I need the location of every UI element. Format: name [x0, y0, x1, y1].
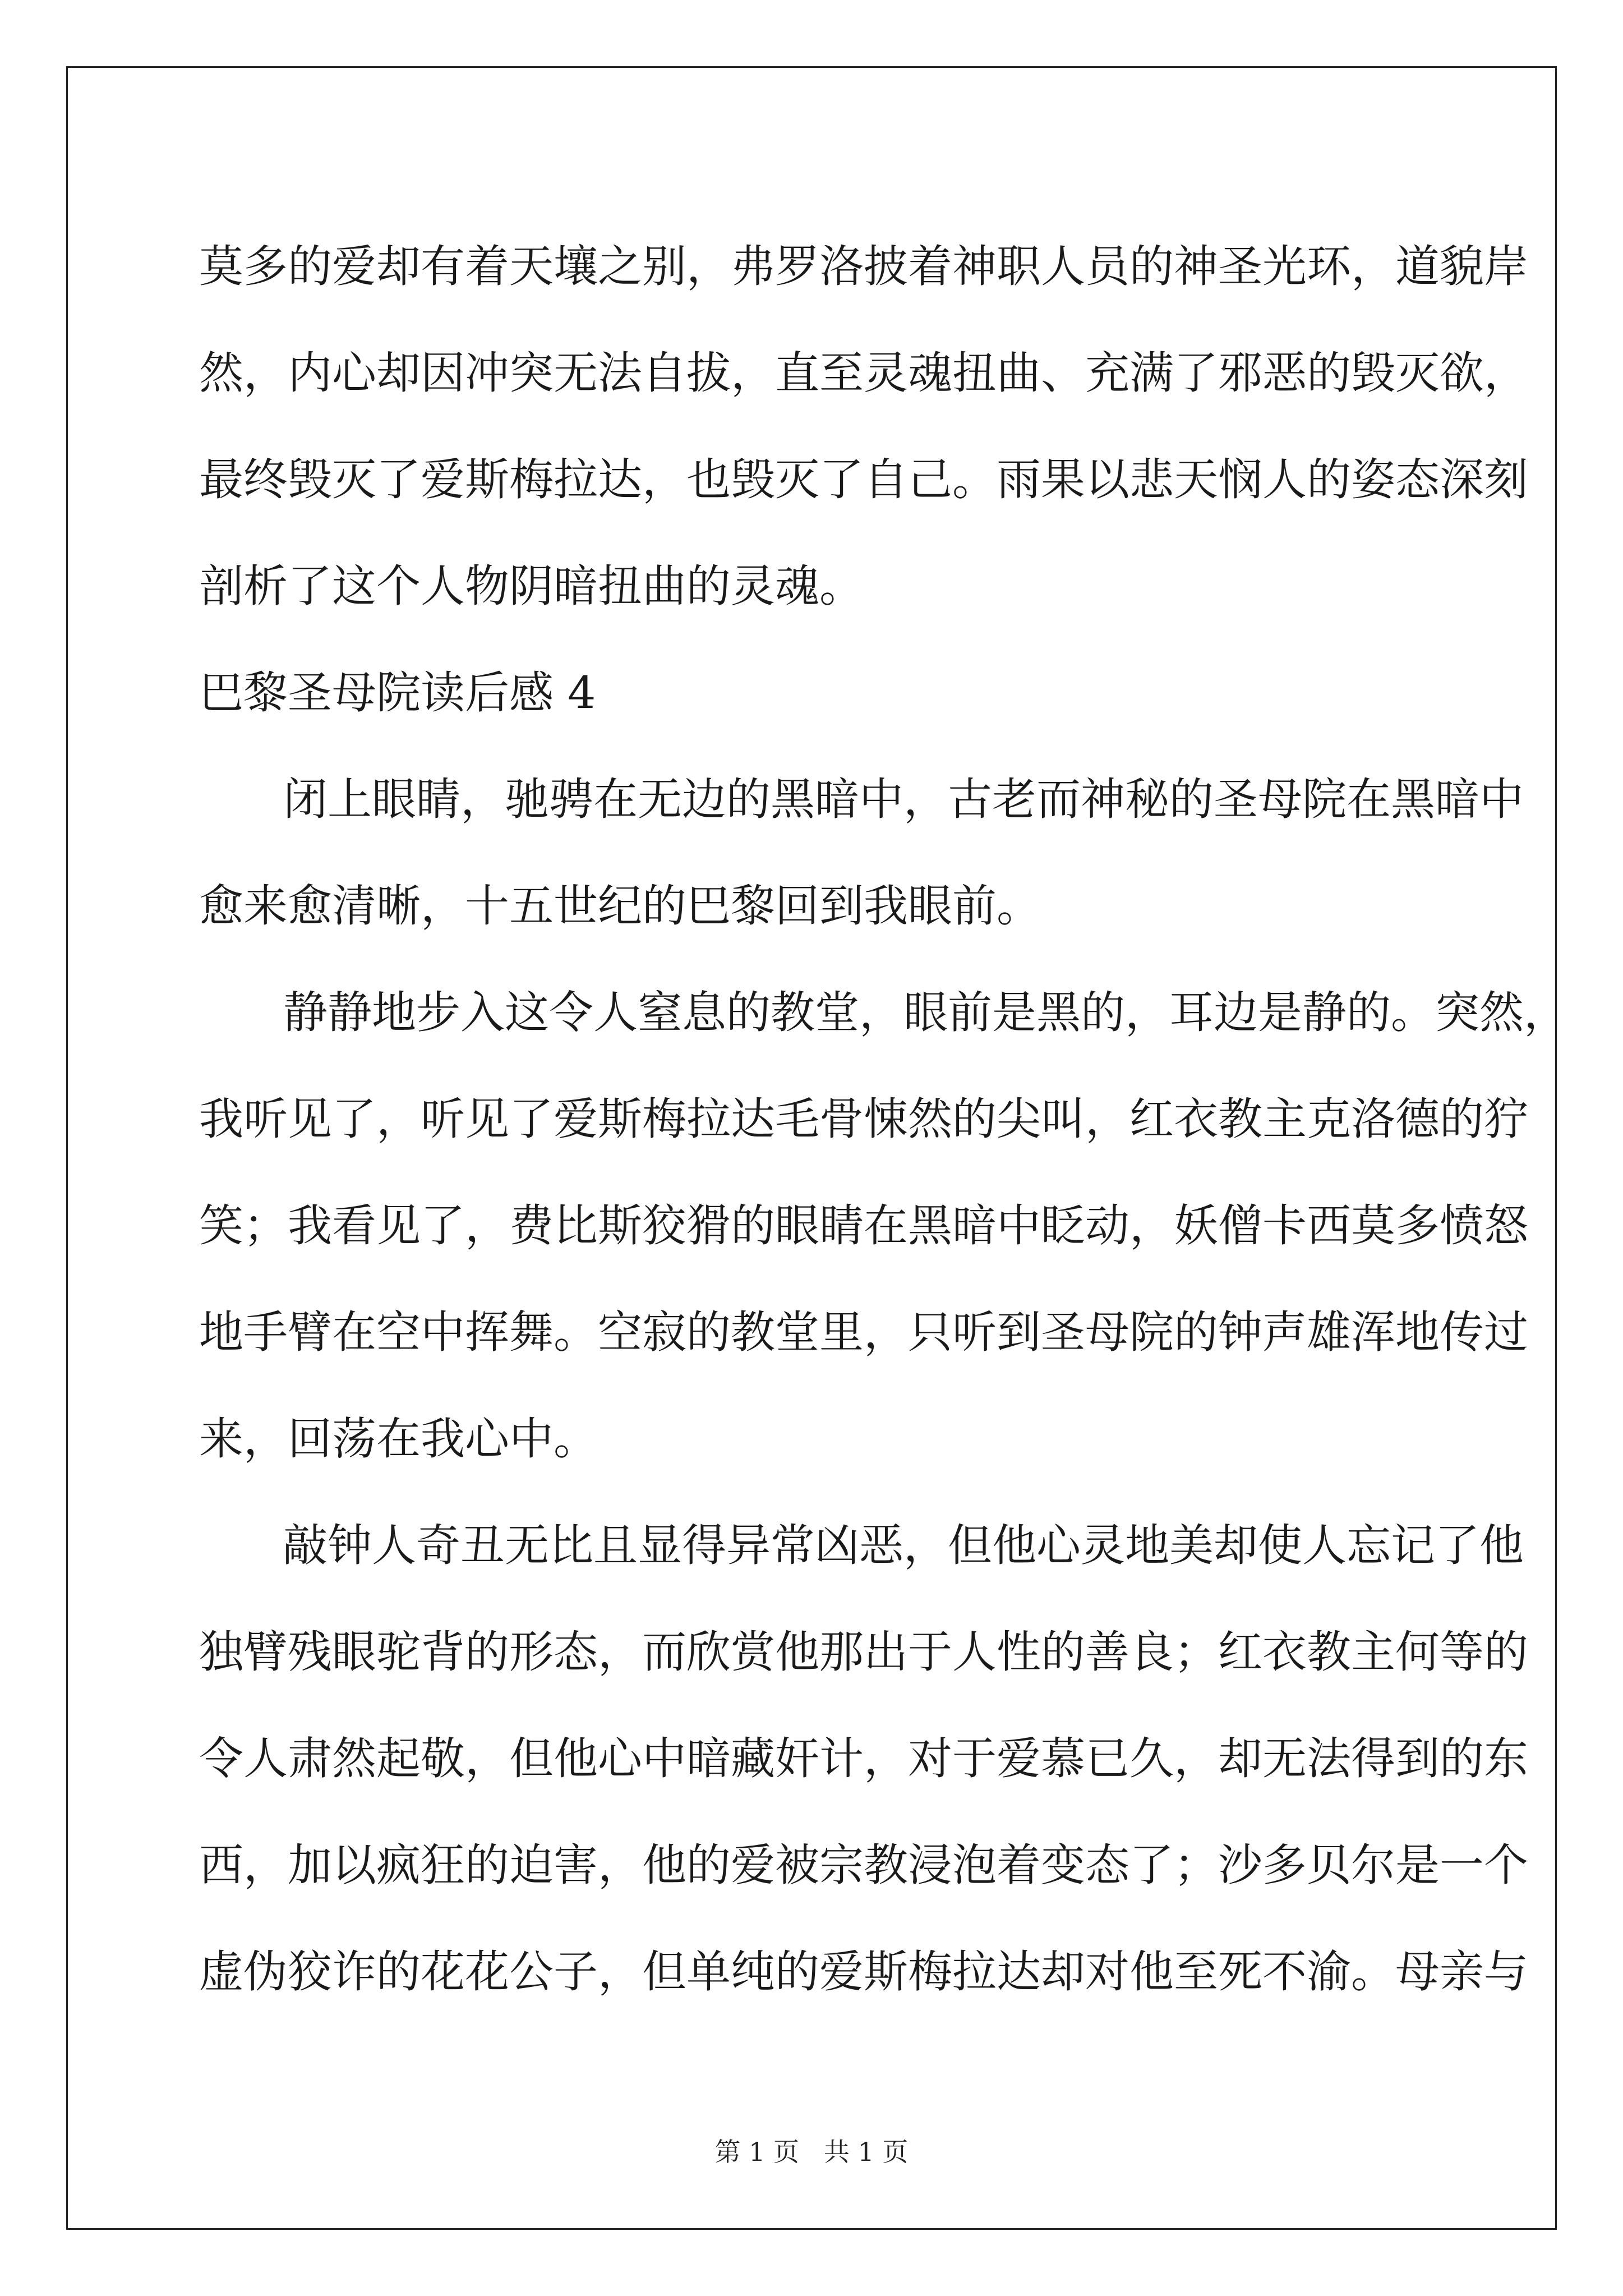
paragraph-1 [199, 213, 1528, 639]
text-line: 愈来愈清晰，十五世纪的巴黎回到我眼前。 [199, 880, 1041, 932]
document-body [199, 213, 1568, 2025]
text-line: 然，内心却因冲突无法自拔，直至灵魂扭曲、充满了邪恶的毁灭欲， [199, 347, 1528, 399]
text-line: 虚伪狡诈的花花公子，但单纯的爱斯梅拉达却对他至死不渝。母亲与 [199, 1946, 1528, 1998]
paragraph-4 [199, 1492, 1528, 2025]
text-line: 笑；我看见了，费比斯狡猾的眼睛在黑暗中眨动，妖僧卡西莫多愤怒 [199, 1200, 1528, 1251]
text-line: 西，加以疯狂的迫害，他的爱被宗教浸泡着变态了；沙多贝尔是一个 [199, 1839, 1528, 1891]
text-line: 令人肃然起敬，但他心中暗藏奸计，对于爱慕已久，却无法得到的东 [199, 1733, 1528, 1784]
section-heading: 巴黎圣母院读后感 4 [199, 667, 596, 719]
paragraph-2 [199, 746, 1524, 959]
text-line: 剖析了这个人物阴暗扭曲的灵魂。 [199, 560, 864, 612]
text-line: 地手臂在空中挥舞。空寂的教堂里，只听到圣母院的钟声雄浑地传过 [199, 1306, 1528, 1358]
page-footer: 第 1 页 共 1 页 [714, 2137, 909, 2167]
text-line: 静静地步入这令人窒息的教堂，眼前是黑的，耳边是静的。突然， [283, 987, 1568, 1038]
text-line: 莫多的爱却有着天壤之别，弗罗洛披着神职人员的神圣光环，道貌岸 [199, 241, 1528, 292]
paragraph-3 [199, 959, 1568, 1492]
text-line: 来，回荡在我心中。 [199, 1413, 598, 1465]
text-line: 独臂残眼驼背的形态，而欣赏他那出于人性的善良；红衣教主何等的 [199, 1626, 1528, 1678]
text-line: 我听见了，听见了爱斯梅拉达毛骨悚然的尖叫，红衣教主克洛德的狞 [199, 1093, 1528, 1145]
text-line: 闭上眼睛，驰骋在无边的黑暗中，古老而神秘的圣母院在黑暗中 [283, 774, 1524, 825]
text-line: 最终毁灭了爱斯梅拉达，也毁灭了自己。雨果以悲天悯人的姿态深刻 [199, 454, 1528, 505]
text-line: 敲钟人奇丑无比且显得异常凶恶，但他心灵地美却使人忘记了他 [283, 1520, 1524, 1571]
